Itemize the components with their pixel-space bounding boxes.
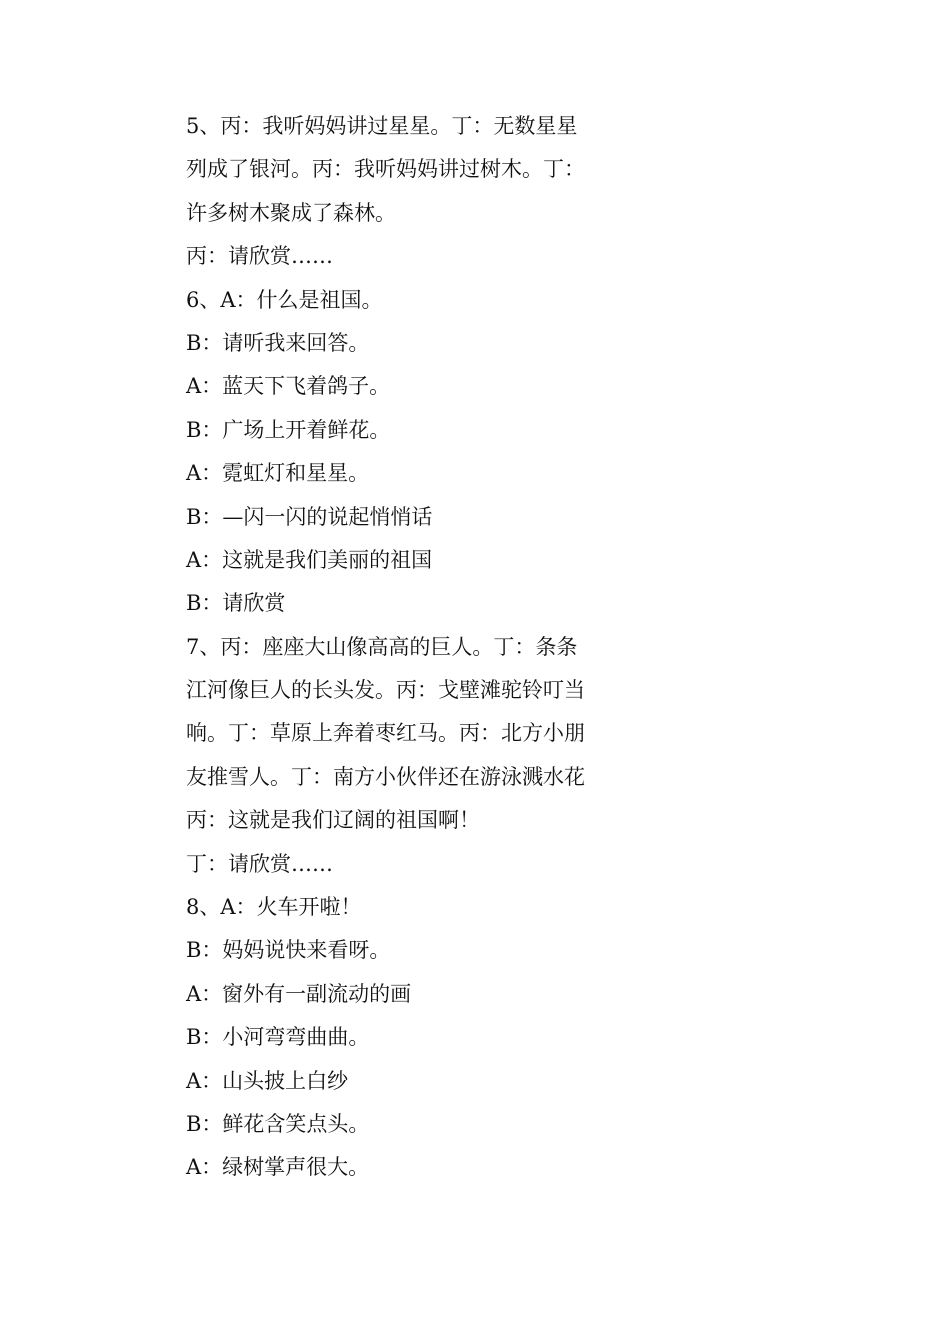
text-line: B：鲜花含笑点头。 [186,1111,370,1136]
text-line: 7、丙：座座大山像高高的巨人。丁：条条 [186,634,578,659]
text-line: 6、A：什么是祖国。 [186,287,383,312]
text-line: B：小河弯弯曲曲。 [186,1025,370,1050]
text-line: 响。丁：草原上奔着枣红马。丙：北方小朋 [186,721,585,746]
text-line: A：山头披上白纱 [186,1068,349,1093]
text-line: B：请欣赏 [186,591,286,616]
text-line: 5、丙：我听妈妈讲过星星。丁：无数星星 [186,114,578,138]
text-line: A：窗外有一副流动的画 [186,981,412,1006]
text-line: B：广场上开着鲜花。 [186,417,391,442]
text-line: 许多树木聚成了森林。 [186,200,396,225]
text-line: 丙：请欣赏…… [186,244,333,269]
document-body [186,105,626,1190]
text-line: 丁：请欣赏…… [186,851,333,876]
text-line: B：—闪一闪的说起悄悄话 [186,504,433,529]
text-line: A：绿树掌声很大。 [186,1155,370,1180]
text-line: 丙：这就是我们辽阔的祖国啊！ [186,808,480,833]
text-line: 列成了银河。丙：我听妈妈讲过树木。丁： [186,157,585,182]
text-line: A：这就是我们美丽的祖国 [186,547,433,572]
text-line: 友推雪人。丁：南方小伙伴还在游泳溅水花 [186,764,585,789]
text-line: A：蓝天下飞着鸽子。 [186,374,391,399]
text-line: B：妈妈说快来看呀。 [186,938,391,963]
text-line: B：请听我来回答。 [186,330,370,355]
text-line: 江河像巨人的长头发。丙：戈壁滩驼铃叮当 [186,678,585,703]
text-line: A：霓虹灯和星星。 [186,461,370,486]
text-line: 8、A：火车开啦！ [186,895,362,920]
